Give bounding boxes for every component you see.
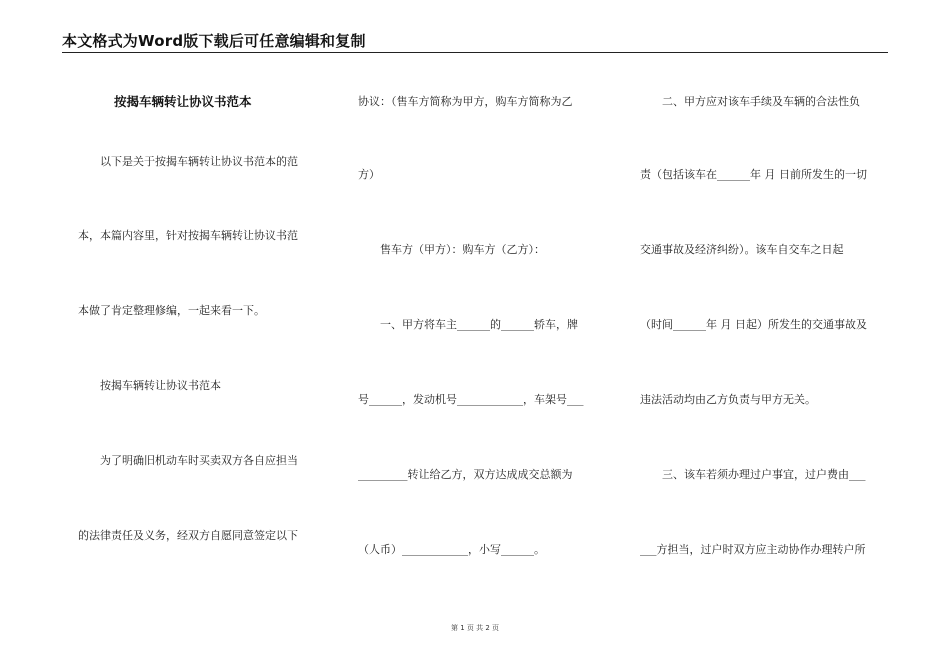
paragraph-line: 为了明确旧机动车时买卖双方各自应担当 [100, 454, 298, 467]
paragraph-line: 一、甲方将车主______的______轿车，牌 [380, 318, 578, 331]
paragraph-line: 的法律责任及义务，经双方自愿同意签定以下 [78, 529, 298, 542]
header-text: 本文格式为Word版下载后可任意编辑和复制 [62, 32, 366, 50]
paragraph-line: ___方担当，过户时双方应主动协作办理转户所 [640, 543, 866, 556]
paragraph-line: （人币）____________，小写______。 [358, 543, 545, 556]
paragraph-line: 本做了肯定整理修编，一起来看一下。 [78, 304, 265, 317]
header-divider [62, 52, 888, 53]
paragraph-line: （时间______年 月 日起）所发生的交通事故及 [640, 318, 867, 331]
page-number: 第 1 页 共 2 页 [450, 624, 500, 632]
paragraph-line: _________转让给乙方，双方达成成交总额为 [358, 468, 573, 481]
paragraph-line: 三、该车若须办理过户事宜，过户费由___ [662, 468, 866, 481]
section-heading: 按揭车辆转让协议书范本 [100, 379, 221, 392]
paragraph-line: 交通事故及经济纠纷）。该车自交车之日起 [640, 243, 844, 256]
paragraph-line: 以下是关于按揭车辆转让协议书范本的范 [100, 155, 298, 168]
paragraph-line: 二、甲方应对该车手续及车辆的合法性负 [662, 95, 860, 108]
paragraph-line: 违法活动均由乙方负责与甲方无关。 [640, 393, 816, 406]
document-title: 按揭车辆转让协议书范本 [114, 94, 252, 109]
paragraph-line: 本，本篇内容里，针对按揭车辆转让协议书范 [78, 229, 298, 242]
paragraph-line: 方） [358, 168, 380, 181]
paragraph-line: 协议：（售车方简称为甲方，购车方简称为乙 [358, 95, 573, 108]
paragraph-line: 责（包括该车在______年 月 日前所发生的一切 [640, 168, 867, 181]
paragraph-line: 售车方（甲方）：购车方（乙方）： [380, 243, 545, 256]
paragraph-line: 号______，发动机号____________，车架号___ [358, 393, 584, 406]
